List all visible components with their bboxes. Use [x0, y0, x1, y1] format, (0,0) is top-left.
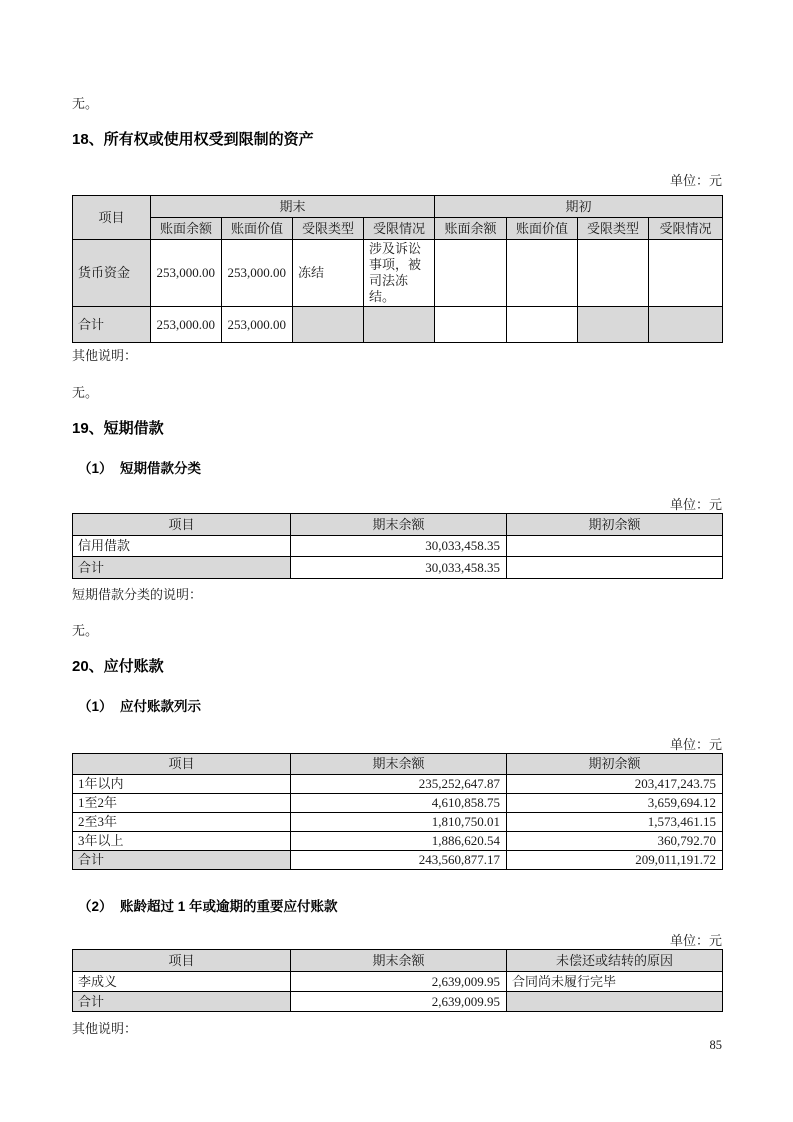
subheader-book-balance: 账面余额 [151, 218, 222, 240]
header-end-balance: 期末余额 [291, 754, 507, 775]
cell-end-value: 253,000.00 [222, 307, 293, 343]
cell-end-balance: 243,560,877.17 [291, 851, 507, 870]
empty-cell [507, 240, 578, 307]
cell-end-balance: 253,000.00 [151, 240, 222, 307]
header-period-end: 期末 [151, 196, 435, 218]
header-end-balance: 期末余额 [291, 950, 507, 972]
restricted-assets-table [72, 195, 723, 343]
cell-begin-balance [507, 536, 723, 557]
cell-end-type: 冻结 [293, 240, 364, 307]
empty-cell [507, 992, 723, 1012]
subheader-restriction-type: 受限类型 [293, 218, 364, 240]
subheader-book-value: 账面价值 [222, 218, 293, 240]
header-begin-balance: 期初余额 [507, 514, 723, 536]
empty-cell [578, 240, 649, 307]
cell-end-balance: 253,000.00 [151, 307, 222, 343]
cell-item: 1至2年 [73, 794, 291, 813]
cell-end-value: 253,000.00 [222, 240, 293, 307]
unit-label: 单位：元 [669, 173, 722, 188]
header-reason: 未偿还或结转的原因 [507, 950, 723, 972]
section-20-sub2-heading: （2） 账龄超过 1 年或逾期的重要应付账款 [78, 899, 338, 914]
table-row [73, 832, 723, 851]
subheader-book-balance: 账面余额 [435, 218, 507, 240]
cell-end-balance: 1,810,750.01 [291, 813, 507, 832]
cell-begin-balance: 3,659,694.12 [507, 794, 723, 813]
table-row [73, 972, 723, 992]
cell-begin-balance: 203,417,243.75 [507, 775, 723, 794]
cell-end-balance: 4,610,858.75 [291, 794, 507, 813]
table-header-row [73, 196, 723, 218]
cell-item: 2至3年 [73, 813, 291, 832]
cell-end-balance: 30,033,458.35 [291, 536, 507, 557]
subheader-restriction-desc: 受限情况 [649, 218, 723, 240]
section-20-sub1-heading: （1） 应付账款列示 [78, 699, 202, 714]
table-total-row [73, 557, 723, 579]
cell-total-label: 合计 [73, 992, 291, 1012]
unit-label: 单位：元 [669, 497, 722, 512]
cell-total-label: 合计 [73, 557, 291, 579]
cell-end-desc: 涉及诉讼事项，被司法冻结。 [364, 240, 435, 307]
cell-begin-balance: 360,792.70 [507, 832, 723, 851]
cell-end-balance: 235,252,647.87 [291, 775, 507, 794]
important-overdue-payables-table [72, 949, 723, 1012]
table-row [73, 775, 723, 794]
header-item: 项目 [73, 514, 291, 536]
cell-item: 1年以内 [73, 775, 291, 794]
accounts-payable-aging-table [72, 753, 723, 870]
table-row [73, 794, 723, 813]
cell-reason: 合同尚未履行完毕 [507, 972, 723, 992]
cell-total-label: 合计 [73, 307, 151, 343]
empty-cell [293, 307, 364, 343]
other-note-label: 其他说明： [72, 1021, 138, 1036]
cell-total-label: 合计 [73, 851, 291, 870]
other-note-label: 其他说明： [72, 348, 138, 363]
table-row [73, 813, 723, 832]
cell-end-balance: 30,033,458.35 [291, 557, 507, 579]
cell-item: 3年以上 [73, 832, 291, 851]
table-total-row [73, 307, 723, 343]
table-subheader-row [73, 218, 723, 240]
unit-label: 单位：元 [669, 737, 722, 752]
header-period-begin: 期初 [435, 196, 723, 218]
section-19-heading: 19、短期借款 [72, 420, 164, 437]
table-total-row [73, 992, 723, 1012]
cell-begin-balance: 209,011,191.72 [507, 851, 723, 870]
cell-begin-balance [507, 557, 723, 579]
page-content [72, 0, 722, 1037]
empty-cell [435, 240, 507, 307]
other-note-value: 无。 [72, 385, 99, 400]
empty-cell [435, 307, 507, 343]
cell-item: 货币资金 [73, 240, 151, 307]
header-item: 项目 [73, 754, 291, 775]
cell-item: 信用借款 [73, 536, 291, 557]
table-header-row [73, 514, 723, 536]
cell-item: 李成义 [73, 972, 291, 992]
empty-cell [649, 240, 723, 307]
empty-cell [507, 307, 578, 343]
page-number: 85 [709, 1038, 722, 1052]
unit-label: 单位：元 [669, 933, 722, 948]
section-18-heading: 18、所有权或使用权受到限制的资产 [72, 131, 314, 148]
loan-class-note-value: 无。 [72, 623, 99, 638]
table-total-row [73, 851, 723, 870]
section-19-sub1-heading: （1） 短期借款分类 [78, 461, 202, 476]
section-20-heading: 20、应付账款 [72, 658, 164, 675]
header-item: 项目 [73, 950, 291, 972]
subheader-restriction-type: 受限类型 [578, 218, 649, 240]
subheader-book-value: 账面价值 [507, 218, 578, 240]
header-end-balance: 期末余额 [291, 514, 507, 536]
table-row [73, 536, 723, 557]
cell-begin-balance: 1,573,461.15 [507, 813, 723, 832]
empty-cell [649, 307, 723, 343]
short-term-loans-table [72, 513, 723, 579]
table-header-row [73, 950, 723, 972]
intro-none-note: 无。 [72, 96, 99, 111]
subheader-restriction-desc: 受限情况 [364, 218, 435, 240]
loan-class-note-label: 短期借款分类的说明： [72, 587, 203, 602]
cell-end-balance: 1,886,620.54 [291, 832, 507, 851]
header-begin-balance: 期初余额 [507, 754, 723, 775]
empty-cell [578, 307, 649, 343]
empty-cell [364, 307, 435, 343]
cell-end-balance: 2,639,009.95 [291, 992, 507, 1012]
header-item: 项目 [73, 196, 151, 240]
table-row [73, 240, 723, 307]
table-header-row [73, 754, 723, 775]
cell-end-balance: 2,639,009.95 [291, 972, 507, 992]
